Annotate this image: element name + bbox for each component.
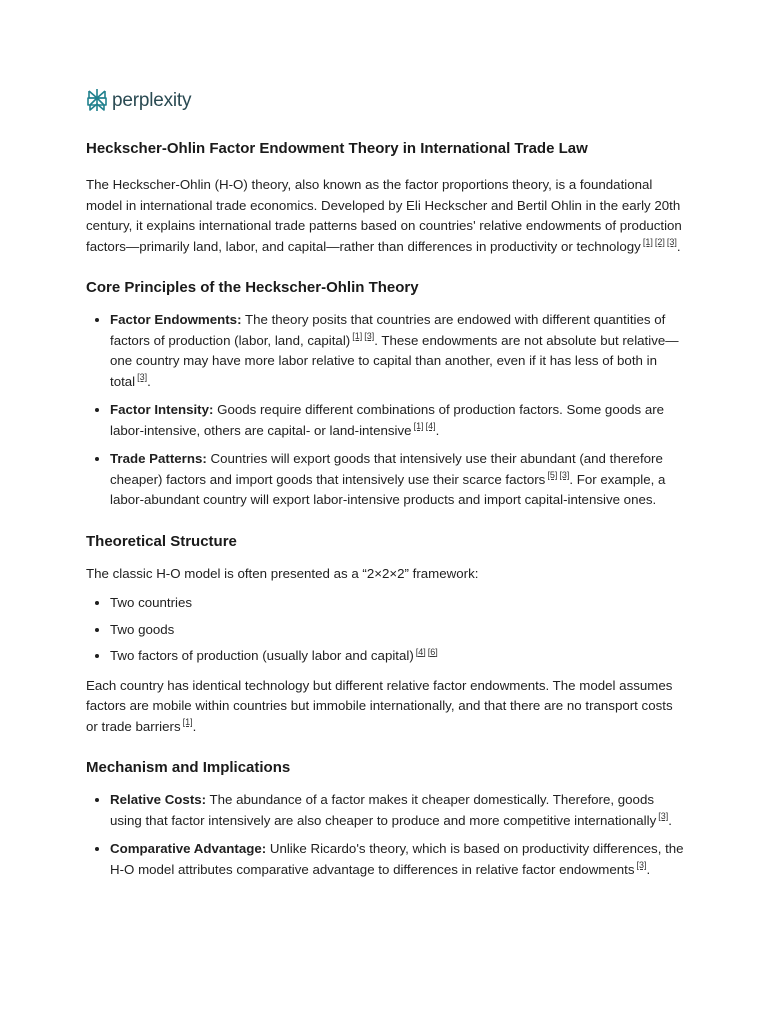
punctuation: . [147, 373, 151, 389]
item-text: The theory posits that countries are endowed with different quantities of factors of production (labor, land, capital) [110, 312, 666, 348]
item-label: Factor Endowments: [110, 312, 242, 327]
intro-text: The Heckscher-Ohlin (H-O) theory, also known as the factor proportions theory, is a foundational model in international trade economics. Developed by Eli Heckscher and Bertil Ohlin in the early 20th century, it explains international trade patterns based on countries' relative endowments of production factors—primarily land, labor, and capital—rather than differences in productivity or technology [86, 177, 682, 254]
section-heading-core: Core Principles of the Heckscher-Ohlin Theory [86, 279, 419, 296]
punctuation: . [676, 238, 681, 254]
citation-link[interactable]: [1] [182, 717, 193, 728]
brand-name: perplexity [112, 89, 192, 111]
citation-link[interactable]: [3] [559, 470, 570, 481]
page-title: Heckscher-Ohlin Factor Endowment Theory in International Trade Law [86, 140, 588, 157]
citation-link[interactable]: [5] [547, 470, 558, 481]
item-label: Trade Patterns: [110, 451, 207, 466]
paragraph-text: Each country has identical technology but different relative factor endowments. The model assumes factors are mobile within countries but immobile internationally, and that there are no transport costs or trade barriers [86, 677, 673, 734]
citation-link[interactable]: [6] [427, 646, 438, 657]
list-item: • Two countries [110, 593, 686, 614]
citation-link[interactable]: [3] [636, 860, 647, 871]
citation-link[interactable]: [3] [137, 372, 148, 383]
structure-paragraph [86, 676, 686, 738]
citation-link[interactable]: [2] [654, 237, 665, 248]
punctuation: . [435, 422, 440, 438]
citation-link[interactable]: [3] [364, 331, 375, 342]
citation-link[interactable]: [1] [642, 237, 653, 248]
list-item [110, 646, 686, 667]
list-item [110, 449, 686, 511]
article-body [86, 138, 686, 889]
punctuation: . [646, 861, 651, 877]
item-text: . For example, a labor-abundant country will export labor-intensive products and import capital-intensive ones. [110, 471, 666, 507]
list-item [110, 790, 686, 831]
item-text: The abundance of a factor makes it cheaper domestically. Therefore, goods using that factor intensively are also cheaper to produce and more competitive internationally [110, 792, 657, 828]
citation-link[interactable]: [1] [413, 421, 424, 432]
citation-link[interactable]: [4] [425, 421, 436, 432]
mechanism-list [86, 790, 686, 880]
section-heading-mechanism: Mechanism and Implications [86, 759, 291, 776]
structure-list [86, 593, 686, 667]
punctuation: . [668, 812, 672, 828]
citation-link[interactable]: [1] [352, 331, 363, 342]
item-text: Unlike Ricardo's theory, which is based on productivity differences, the H-O model attributes comparative advantage to differences in relative factor endowments [110, 841, 684, 877]
punctuation: . [192, 718, 197, 734]
list-item [110, 839, 686, 880]
perplexity-logo-icon [86, 88, 108, 112]
item-text: Countries will export goods that intensively use their abundant (and therefore cheaper) factors and import goods that intensively use their scarce factors [110, 451, 663, 487]
list-item [110, 310, 686, 392]
citation-link[interactable]: [3] [658, 811, 669, 822]
list-item [110, 400, 686, 441]
item-label: Factor Intensity: [110, 402, 214, 417]
item-text: Two factors of production (usually labor and capital) [110, 648, 414, 663]
structure-lead: The classic H-O model is often presented as a “2×2×2” framework: [86, 565, 479, 581]
core-principles-list [86, 310, 686, 511]
list-item: • Two goods [110, 620, 686, 641]
citation-link[interactable]: [4] [415, 646, 426, 657]
item-label: Comparative Advantage: [110, 841, 267, 856]
brand-logo[interactable] [86, 88, 191, 112]
intro-paragraph [86, 175, 686, 257]
item-label: Relative Costs: [110, 792, 207, 807]
item-text: . These endowments are not absolute but relative—one country may have more labor relative to capital than another, even if it has less of both in total [110, 332, 679, 389]
item-text: Goods require different combinations of production factors. Some goods are labor-intensive, others are capital- or land-intensive [110, 402, 665, 438]
citation-link[interactable]: [3] [666, 237, 677, 248]
section-heading-structure: Theoretical Structure [86, 532, 237, 550]
